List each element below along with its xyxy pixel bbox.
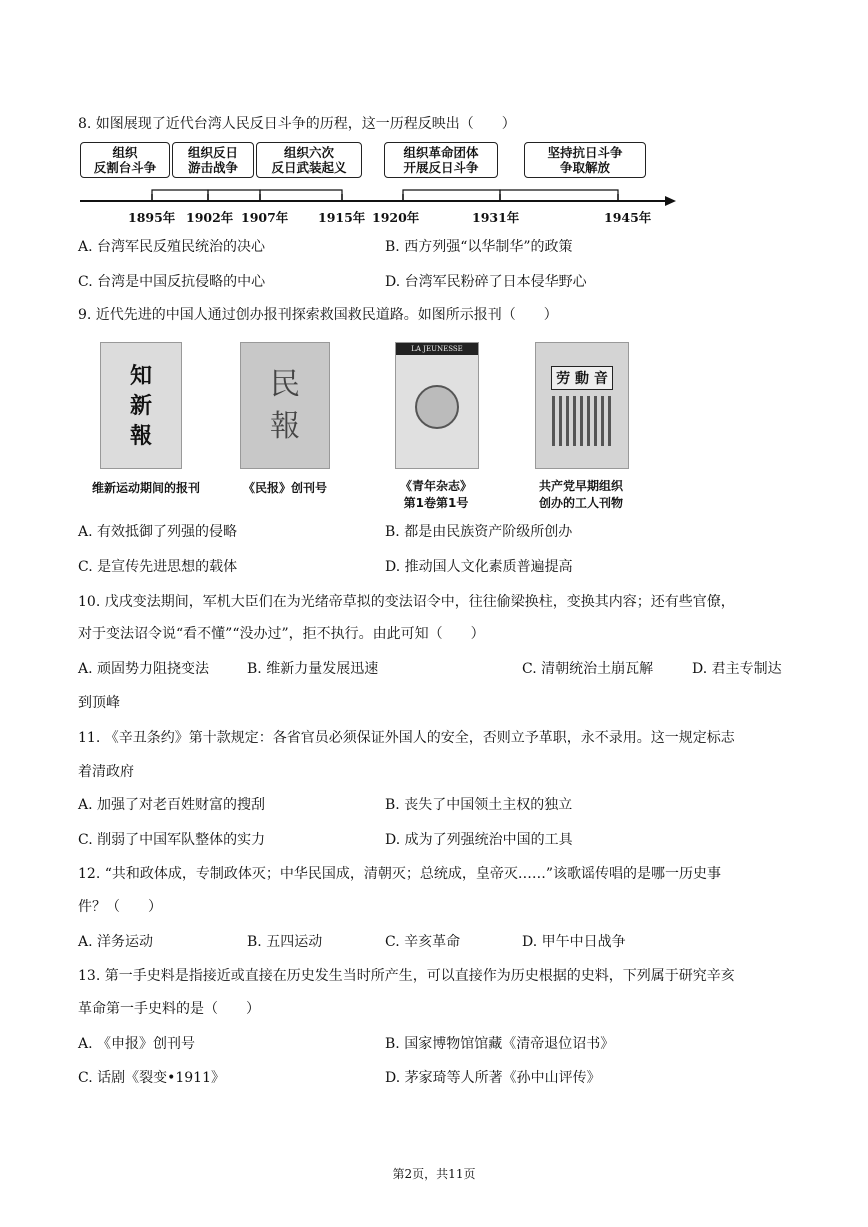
q8-option-c[interactable]: C. 台湾是中国反抗侵略的中心 [78,274,266,290]
q10-option-d-cont: 到顶峰 [78,695,120,711]
timeline-year: 1945年 [604,210,652,225]
q13-stem-line1: 13. 第一手史料是指接近或直接在历史发生当时所产生，可以直接作为历史根据的史料，下列属于研究辛亥 [78,968,735,984]
timeline-event-4: 组织革命团体 开展反日斗争 [384,142,498,178]
timeline-year: 1902年 [186,210,234,225]
q13-option-a[interactable]: A. 《申报》创刊号 [78,1036,196,1052]
q11-option-c[interactable]: C. 削弱了中国军队整体的实力 [78,832,266,848]
q10-option-b[interactable]: B. 维新力量发展迅速 [247,661,379,677]
q8-option-b[interactable]: B. 西方列强“以华制华”的政策 [385,239,573,255]
portrait-image [415,385,459,429]
timeline-event-3: 组织六次 反日武装起义 [256,142,362,178]
q13-option-b[interactable]: B. 国家博物馆馆藏《清帝退位诏书》 [385,1036,615,1052]
q12-option-c[interactable]: C. 辛亥革命 [385,934,461,950]
timeline-year: 1931年 [472,210,520,225]
q12-option-a[interactable]: A. 洋务运动 [78,934,154,950]
q12-option-b[interactable]: B. 五四运动 [247,934,323,950]
timeline-event-2: 组织反日 游击战争 [172,142,254,178]
page-footer: 第2页，共11页 [392,1167,476,1181]
newspaper-caption-1: 维新运动期间的报刊 [91,481,200,495]
q12-option-d[interactable]: D. 甲午中日战争 [522,934,626,950]
q13-stem-line2: 革命第一手史料的是（ ） [78,1001,260,1017]
timeline-event-1: 组织 反割台斗争 [80,142,170,178]
q10-option-a[interactable]: A. 顽固势力阻挠变法 [78,661,210,677]
q12-stem-line2: 件？（ ） [78,899,162,915]
q12-stem-line1: 12. “共和政体成，专制政体灭；中华民国成，清朝灭；总统成，皇帝灭……”该歌谣传唱的是哪一历史事 [78,866,722,882]
decorative-pattern [552,396,612,446]
newspaper-caption-3: 《青年杂志》 第1卷第1号 [399,479,472,510]
timeline-year: 1895年 [128,210,176,225]
q11-option-a[interactable]: A. 加强了对老百姓财富的搜刮 [78,797,266,813]
q9-option-c[interactable]: C. 是宣传先进思想的载体 [78,559,238,575]
newspaper-caption-4: 共产党早期组织 创办的工人刊物 [538,479,623,510]
newspaper-image-3: LA JEUNESSE [395,342,479,469]
q9-option-d[interactable]: D. 推动国人文化素质普遍提高 [385,559,573,575]
q8-stem: 8. 如图展现了近代台湾人民反日斗争的历程，这一历程反映出（ ） [78,116,516,132]
q9-option-b[interactable]: B. 都是由民族资产阶级所创办 [385,524,573,540]
q8-option-d[interactable]: D. 台湾军民粉碎了日本侵华野心 [385,274,587,290]
newspaper-image-1: 知 新 報 [100,342,182,469]
q10-stem-line2: 对于变法诏令说“看不懂”“没办过”，拒不执行。由此可知（ ） [78,626,485,642]
q9-stem: 9. 近代先进的中国人通过创办报刊探索救国救民道路。如图所示报刊（ ） [78,307,558,323]
q11-stem-line2: 着清政府 [78,764,134,780]
q11-option-b[interactable]: B. 丧失了中国领土主权的独立 [385,797,573,813]
newspaper-image-4: 劳 動 音 [535,342,629,469]
timeline-year: 1907年 [241,210,289,225]
timeline-year: 1915年 [318,210,366,225]
q10-option-c[interactable]: C. 清朝统治土崩瓦解 [522,661,654,677]
q13-option-c[interactable]: C. 话剧《裂变•1911》 [78,1070,225,1086]
q9-option-a[interactable]: A. 有效抵御了列强的侵略 [78,524,238,540]
q13-option-d[interactable]: D. 茅家琦等人所著《孙中山评传》 [385,1070,601,1086]
q8-option-a[interactable]: A. 台湾军民反殖民统治的决心 [78,239,266,255]
timeline-event-5: 坚持抗日斗争 争取解放 [524,142,646,178]
newspaper-image-2: 民 報 [240,342,330,469]
q10-stem-line1: 10. 戊戌变法期间，军机大臣们在为光绪帝草拟的变法诏令中，往往偷梁换柱，变换其内容；还有些官僚， [78,594,735,610]
q10-option-d[interactable]: D. 君主专制达 [692,661,782,677]
newspaper-caption-2: 《民报》创刊号 [242,481,327,495]
q11-option-d[interactable]: D. 成为了列强统治中国的工具 [385,832,573,848]
timeline-year: 1920年 [372,210,420,225]
q11-stem-line1: 11. 《辛丑条约》第十款规定：各省官员必须保证外国人的安全，否则立予革职，永不录用。这一规定标志 [78,730,735,746]
